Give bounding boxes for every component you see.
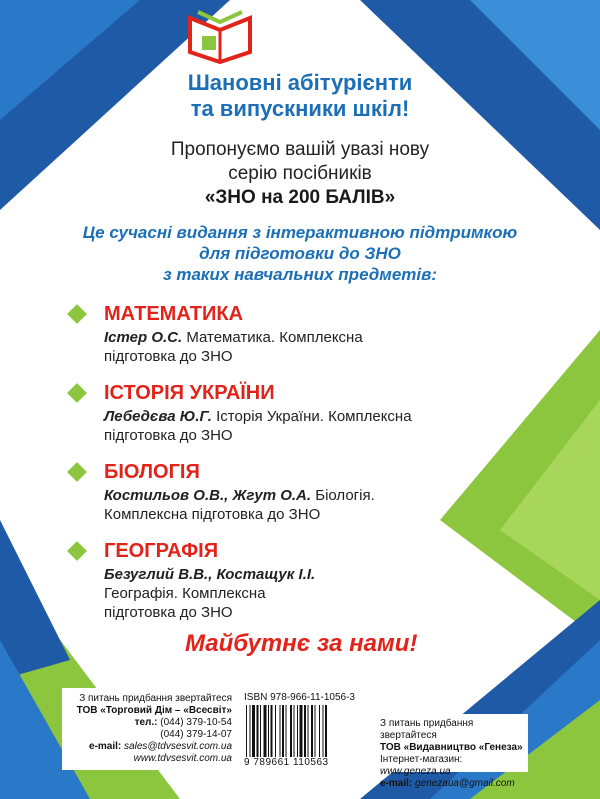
barcode-bar — [286, 705, 287, 757]
subject-text: Математика. Комплексна підготовка до ЗНО — [104, 329, 363, 365]
series-title: «ЗНО на 200 БАЛІВ» — [204, 187, 396, 208]
barcode-bar — [257, 705, 259, 757]
subject-text: Біологія. Комплексна підготовка до ЗНО — [104, 487, 375, 523]
subject-text: Географія. Комплексна підготовка до ЗНО — [104, 585, 266, 621]
barcode-number: 9 789661 110563 — [244, 757, 329, 768]
barcode-bar — [315, 705, 316, 757]
barcode-bar — [323, 705, 324, 757]
subject-author: Костильов О.В., Жгут О.А. — [104, 487, 312, 504]
slogan: Майбутнє за нами! — [185, 630, 418, 657]
barcode-bar — [282, 705, 284, 757]
subject-title: ГЕОГРАФІЯ — [104, 540, 219, 562]
subject-title: ІСТОРІЯ УКРАЇНИ — [104, 382, 275, 404]
subject-description — [104, 565, 334, 622]
barcode-bar — [246, 705, 247, 757]
barcode-bar — [308, 705, 309, 757]
description-line-1: Це сучасні видання з інтерактивною підтримкою — [82, 223, 518, 242]
isbn: ISBN 978-966-11-1056-3 — [244, 692, 355, 703]
barcode-bar — [275, 705, 276, 757]
barcode-bar — [271, 705, 273, 757]
contact-right-email[interactable]: genezaua@gmail.com — [415, 778, 515, 789]
barcode-bar — [290, 705, 292, 757]
barcode-bar — [268, 705, 269, 757]
description-line-2: для підготовки до ЗНО — [199, 244, 401, 263]
greeting-line-1: Шановні абітурієнти — [187, 70, 413, 95]
contact-right-line-1: З питань придбання звертайтеся — [380, 718, 474, 741]
subject-description — [104, 328, 434, 366]
subject-author: Істер О.С. — [104, 329, 183, 346]
subject-title: МАТЕМАТИКА — [104, 303, 244, 325]
subject-title: БІОЛОГІЯ — [104, 461, 200, 483]
barcode-bar — [319, 705, 320, 757]
contact-left-site[interactable]: www.tdvsesvit.com.ua — [133, 753, 232, 764]
contact-left-tel-label: тел.: — [134, 717, 158, 728]
barcode-bar — [311, 705, 313, 757]
description — [0, 222, 600, 285]
barcode-bar — [300, 705, 303, 757]
contact-right-shop-label: Інтернет-магазин: — [380, 754, 463, 765]
barcode-bar — [297, 705, 298, 757]
contact-left-tel-2[interactable]: (044) 379-14-07 — [160, 729, 232, 740]
subject-text: Історія України. Комплексна підготовка до ЗНО — [104, 408, 412, 444]
barcode-bar — [280, 705, 281, 757]
barcode-bar — [250, 705, 251, 757]
barcode-bar — [264, 705, 267, 757]
contact-left-email-label: e-mail: — [89, 741, 122, 752]
contact-right-email-label: e-mail: — [380, 778, 413, 789]
contact-left-tel-1[interactable]: (044) 379-10-54 — [160, 717, 232, 728]
subject-author: Безуглий В.В., Костащук І.І. — [104, 566, 316, 583]
greeting — [0, 70, 600, 122]
intro-line-2: серію посібників — [228, 163, 372, 184]
greeting-line-2: та випускники шкіл! — [190, 96, 410, 121]
contact-left-company: ТОВ «Торговий Дім – «Всесвіт» — [76, 705, 232, 716]
contact-right — [380, 718, 525, 790]
barcode-bar — [260, 705, 261, 757]
barcode-bar — [294, 705, 295, 757]
barcode-bar — [252, 705, 255, 757]
barcode — [244, 705, 372, 757]
intro-line-1: Пропонуємо вашій увазі нову — [170, 139, 430, 160]
barcode-bar — [304, 705, 306, 757]
barcode-bar — [325, 705, 327, 757]
contact-right-shop[interactable]: www.geneza.ua — [380, 766, 451, 777]
contact-left-email[interactable]: sales@tdvsesvit.com.ua — [124, 741, 232, 752]
open-book-icon — [180, 8, 260, 64]
subject-description — [104, 486, 434, 524]
contact-left-line-1: З питань придбання звертайтеся — [79, 693, 232, 704]
intro — [0, 138, 600, 210]
subject-author: Лебедєва Ю.Г. — [104, 408, 212, 425]
description-line-3: з таких навчальних предметів: — [162, 265, 438, 284]
subject-description — [104, 407, 434, 445]
contact-left — [70, 693, 232, 765]
contact-right-company: ТОВ «Видавництво «Генеза» — [380, 742, 523, 753]
